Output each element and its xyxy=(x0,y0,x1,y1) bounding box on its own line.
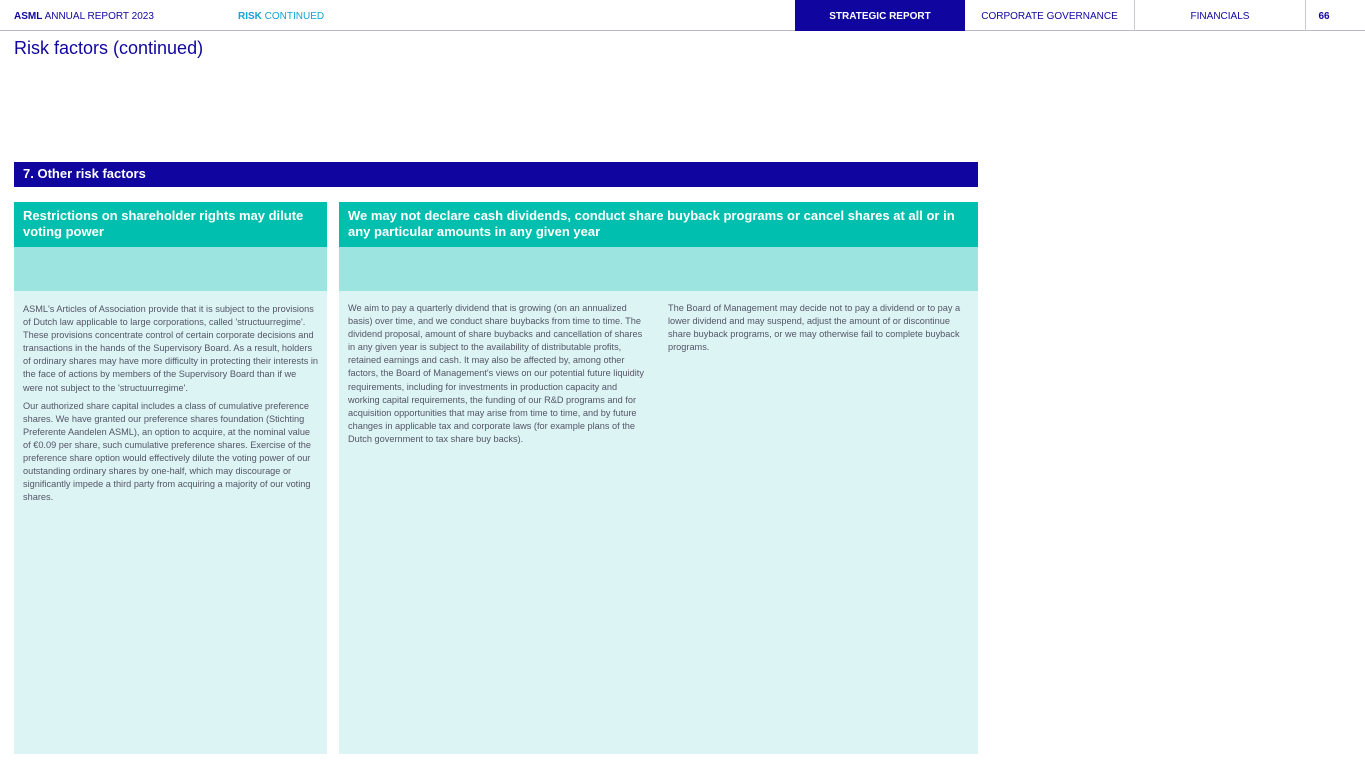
risk-column-left xyxy=(348,302,651,446)
risk-paragraph: Our authorized share capital includes a class of cumulative preference shares. We have granted our preference shares foundation (Stichting Preferente Aandelen ASML), an option to acquire, at the nominal value of €0.09 per share, such cumulative preference shares. Exercise of the preference share option would effectively dilute the voting power of our outstanding ordinary shares by one-half, which may discourage or significantly impede a third party from acquiring a majority of our voting shares. xyxy=(23,400,312,503)
page-title: Risk factors (continued) xyxy=(14,38,204,58)
brand-subtitle: ANNUAL REPORT 2023 xyxy=(42,11,154,22)
risk-card-body xyxy=(14,291,327,504)
current-section-breadcrumb[interactable] xyxy=(238,0,324,31)
risk-column-right xyxy=(668,302,963,354)
brand-name: ASML xyxy=(14,11,43,22)
risk-card-dividends xyxy=(339,202,978,754)
risk-paragraph: ASML's Articles of Association provide that it is subject to the provisions of Dutch law applicable to large corporations, called 'structuurregime'. These provisions concentrate control of certain corporate decisions and transactions in the hands of the Supervisory Board. As a result, holders of ordinary shares may have more difficulty in protecting their interests in the face of actions by members of the Supervisory Board than if we were not subject to the 'structuurregime'. xyxy=(23,304,318,393)
risk-paragraph: The Board of Management may decide not to pay a dividend or to pay a lower dividend and may suspend, adjust the amount of or discontinue share buyback programs, or we may otherwise fail to complete buyback programs. xyxy=(668,303,961,353)
risk-card-title: Restrictions on shareholder rights may dilute voting power xyxy=(14,202,327,247)
risk-card-band xyxy=(14,247,327,291)
risk-card-band xyxy=(339,247,978,291)
risk-paragraph: We aim to pay a quarterly dividend that is growing (on an annualized basis) over time, and we conduct share buybacks from time to time. The dividend proposal, amount of share buybacks and cancellation of shares in any given year is subject to the availability of distributable profits, retained earnings and cash. It may also be affected by, among other factors, the Board of Management's views on our potential future liquidity requirements, including for investments in production capacity and working capital requirements, the funding of our R&D programs and for acquisition opportunities that may arise from time to time, and by future changes in applicable tax and corporate laws (for example plans of the Dutch government to tax share buy backs). xyxy=(348,303,644,444)
page-number: 66 xyxy=(1305,0,1342,31)
tab-financials[interactable]: FINANCIALS xyxy=(1190,11,1250,22)
top-navigation-bar xyxy=(0,0,1365,31)
section-suffix: CONTINUED xyxy=(261,11,325,22)
section-name: RISK xyxy=(238,11,262,22)
tab-strategic-report[interactable]: STRATEGIC REPORT xyxy=(795,0,965,31)
section-heading: 7. Other risk factors xyxy=(14,162,978,187)
risk-card-shareholder-rights xyxy=(14,202,327,754)
risk-card-title: We may not declare cash dividends, conduct share buyback programs or cancel shares at all or in any particular amounts in any given year xyxy=(339,202,978,247)
report-brand[interactable] xyxy=(14,0,154,31)
tab-corporate-governance[interactable]: CORPORATE GOVERNANCE xyxy=(965,0,1135,31)
